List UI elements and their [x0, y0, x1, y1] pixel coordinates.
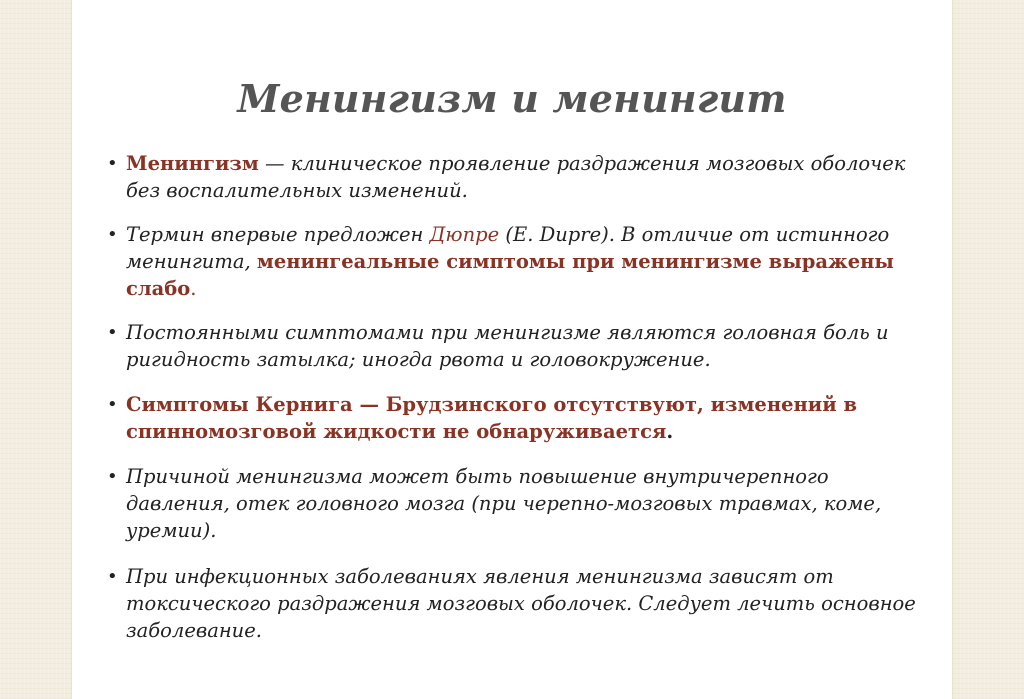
bullet-dot-icon: • — [107, 566, 118, 587]
bullet-text: Причиной менингизма может быть повышение внутричерепного давления, отек головного мозга (при черепно-мозговых травмах, коме, уремии). — [126, 465, 882, 542]
bullet-dot-icon: • — [107, 224, 118, 245]
bullet-item-infections — [107, 563, 916, 644]
bullet-item-permanent-symptoms — [107, 319, 916, 373]
term-meningism: Менингизм — [126, 152, 259, 175]
bullet-dot-icon: • — [107, 153, 118, 174]
bullet-dot-icon: • — [107, 466, 118, 487]
bullet-dot-icon: • — [107, 322, 118, 343]
slide — [72, 0, 952, 699]
bullet-text-end: . — [666, 420, 674, 443]
bullet-text-part2: (E. Dupre). В отличие от истинного менингита, — [126, 223, 890, 273]
bullet-text: Постоянными симптомами при менингизме являются головная боль и ригидность затылка; иногда рвота и головокружение. — [126, 321, 889, 371]
bullet-text-end: . — [190, 277, 197, 300]
bullet-text — [126, 391, 916, 445]
bullet-text-part1: Термин впервые предложен — [126, 223, 430, 246]
bullet-dot-icon: • — [107, 394, 118, 415]
bullet-list — [107, 150, 916, 644]
bullet-item-meningism-definition — [107, 150, 916, 204]
bullet-text: При инфекционных заболеваниях явления менингизма зависят от токсического раздражения мозговых оболочек. Следует лечить основное заболевание. — [126, 565, 916, 642]
bullet-text-rest: — клиническое проявление раздражения мозговых оболочек без воспалительных изменений. — [126, 152, 906, 202]
bullet-text — [126, 150, 916, 204]
bullet-item-causes — [107, 463, 916, 544]
bullet-item-dupre — [107, 221, 916, 302]
highlight-mild-symptoms: менингеальные симптомы при менингизме выражены слабо — [126, 250, 894, 300]
slide-title: Менингизм и менингит — [237, 76, 787, 121]
bullet-item-kernig-brudzinski — [107, 391, 916, 445]
highlight-kernig-brudzinski: Симптомы Кернига — Брудзинского отсутствуют, изменений в спинномозговой жидкости не обнаруживается — [126, 393, 858, 443]
link-dupre[interactable]: Дюпре — [429, 223, 500, 246]
bullet-text — [126, 221, 916, 302]
